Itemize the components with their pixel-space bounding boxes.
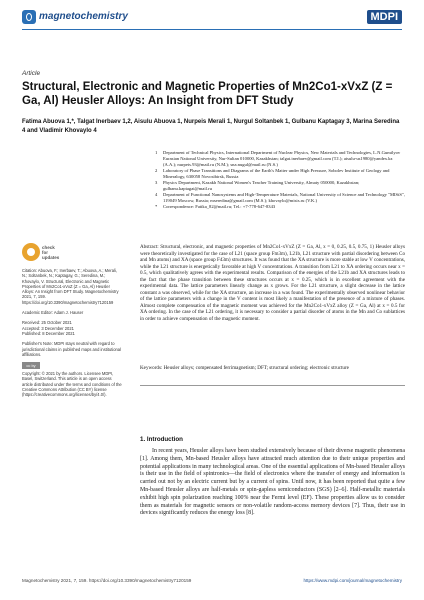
author-list: Fatima Abuova 1,*, Talgat Inerbaev 1,2, Aisulu Abuova 1, Nurpeis Merali 1, Nurgul Soltanbek 1, Gulbanu Kaptagay 3, Marina Seredina 4 and Vladimir Khovaylo 4: [22, 119, 400, 134]
accepted-date: Accepted: 3 December 2021: [22, 325, 74, 331]
journal-name: magnetochemistry: [39, 11, 128, 22]
received-date: Received: 25 October 2021: [22, 320, 72, 326]
check-updates-icon: [22, 243, 40, 261]
academic-editor: Academic Editor: Adam J. Hauser: [22, 310, 84, 316]
affiliation-item: 3 Physics Department, Kazakh National Women's Teacher Training University, Almaty 050000, Kazakhstan; gulbanu.kaptagai@mail.ru: [155, 180, 360, 191]
introduction-text: In recent years, Heusler alloys have been studied extensively because of their diverse magnetic phenomena [1]. Among them, Mn-based Heusler alloys have attracted much attention due to their unique properties and potential applications in many technological areas. One of the essential applications of Mn-based Heusler alloys is their use in the field of spintronics—the field of electronics where the transfer of energy and information is carried out not by an electric current but by a current of spins. Until now, it has been reported that quite a few Mn-based Heusler alloys are half-metals or spin-gapless semiconductors (SGS) [2–6]. Half-metallic materials exhibit high spin polarization reaching 100% near the Fermi level (EF). These properties allow us to consider them as materials for magnetic sensors or non-volatile random-access memory devices [7]. Thus, their use in devices significantly reduces the energy loss [8].: [140, 448, 405, 517]
check-updates-label: check for updates: [42, 245, 60, 260]
check-updates-badge[interactable]: [22, 243, 60, 263]
affiliation-item: 4 Department of Functional Nanosystems and High-Temperature Materials, National University of Science and Technology "MISiS", 119049 Moscow, Russia; mseredina@gmail.com (M.S.); khovaylo@misis.ru (V.K.): [155, 192, 405, 203]
article-title: Structural, Electronic and Magnetic Properties of Mn2Co1-xVxZ (Z = Ga, Al) Heusler Alloys: An Insight from DFT Study: [22, 81, 393, 107]
affiliation-item: 2 Laboratory of Phase Transitions and Diagrams of the Earth's Matter under High Pressure, Sobolev Institute of Geology and Mineralogy, 630058 Novosibirsk, Russia: [155, 168, 390, 179]
affiliations: [155, 150, 405, 210]
section-heading: 1. Introduction: [140, 436, 183, 443]
abstract: Abstract: Structural, electronic, and magnetic properties of Mn2Co1-xVxZ (Z = Ga, Al, x = 0, 0.25, 0.5, 0.75, 1) Heusler alloys were theoretically investigated for the case of L21 (space group Fm3m), L21b, L21 structure with partial disordering between Co and Mn atoms) and XA (space group F43m) structures. It was found that the XA structure is more stable at low V concentrations, while the L21 structure is energetically favorable at high V concentrations. A transition from L21 to XA ordering occurs near x = 0.5, which qualitatively agrees with the experimental results. Comparison of the energies of the L21b and XA structures leads to the fact that the phase transition between these structures occurs at x = 0.25, which is in excellent agreement with the experimental data. The lattice parameters linearly change as x grows. For the L21 structure, a slight decrease in the lattice constant a was observed, while for the XA structure, an increase in a was found. The experimentally observed nonlinear behavior of the lattice parameters with a change in the V content is most likely a manifestation of the presence of a mixture of phases. Almost complete compensation of the magnetic moment was achieved for the Mn2Co1-xVxZ alloy (Z = Ga, Al) at x = 0.5 for XA ordering. In the case of the L21 ordering, it is necessary to consider a partial disorder of atoms in the Mn and Co sublattices in order to achieve compensation of the magnetic moment.: [140, 244, 405, 322]
citation: Citation: Abuova, F.; Inerbaev, T.; Abuova, A.; Merali, N.; Soltanbek, N.; Kaptagay, G.; Seredina, M.; Khovaylo, V. Structural, Electronic and Magnetic Properties of Mn2Co1-xVxZ (Z = Ga, Al) Heusler Alloys: An Insight from DFT Study. Magnetochemistry 2021, 7, 159. https://doi.org/10.3390/magnetochemistry7120159: [22, 268, 119, 305]
mdpi-logo: MDPI: [367, 10, 403, 24]
header-divider: [22, 29, 402, 30]
article-type: Article: [22, 70, 41, 77]
cc-by-license-icon[interactable]: cc by: [22, 362, 40, 369]
keywords: Keywords: Heusler alloys; compensated ferrimagnetism; DFT; structural ordering; electronic structure: [140, 365, 349, 371]
journal-header: [22, 8, 402, 26]
section-divider: [140, 385, 405, 386]
affiliation-item: 1 Department of Technical Physics, International Department of Nuclear Physics, New Materials and Technologies, L.N.Gumilyov Eurasian National University, Nur-Sultan 010000, Kazakhstan; talgat.inerbaev@gmail.com (T.I.); aisulu-us1980@yandex.kz (A.A.); nurpeis.93@mail.ru (N.M.); sna.nugul@mail.ru (N.S.): [155, 150, 401, 167]
footer-citation: Magnetochemistry 2021, 7, 159. https://doi.org/10.3390/magnetochemistry7120159: [22, 578, 192, 583]
journal-link[interactable]: https://www.mdpi.com/journal/magnetochemistry: [303, 578, 402, 583]
page-footer: [22, 578, 402, 583]
copyright-notice: Copyright: © 2021 by the authors. Licensee MDPI, Basel, Switzerland. This article is an open access article distributed under the terms and conditions of the Creative Commons Attribution (CC BY) license (https://creativecommons.org/licenses/by/4.0/).: [22, 371, 122, 398]
journal-logo-icon: [22, 10, 36, 24]
published-date: Published: 8 December 2021: [22, 330, 75, 336]
sidebar: [22, 268, 122, 398]
publisher-note: Publisher's Note: MDPI stays neutral with regard to jurisdictional claims in published maps and institutional affiliations.: [22, 341, 121, 357]
correspondence: * Correspondence: Fatika_82@mail.ru; Tel.: +7-778-647-8343: [155, 204, 276, 209]
